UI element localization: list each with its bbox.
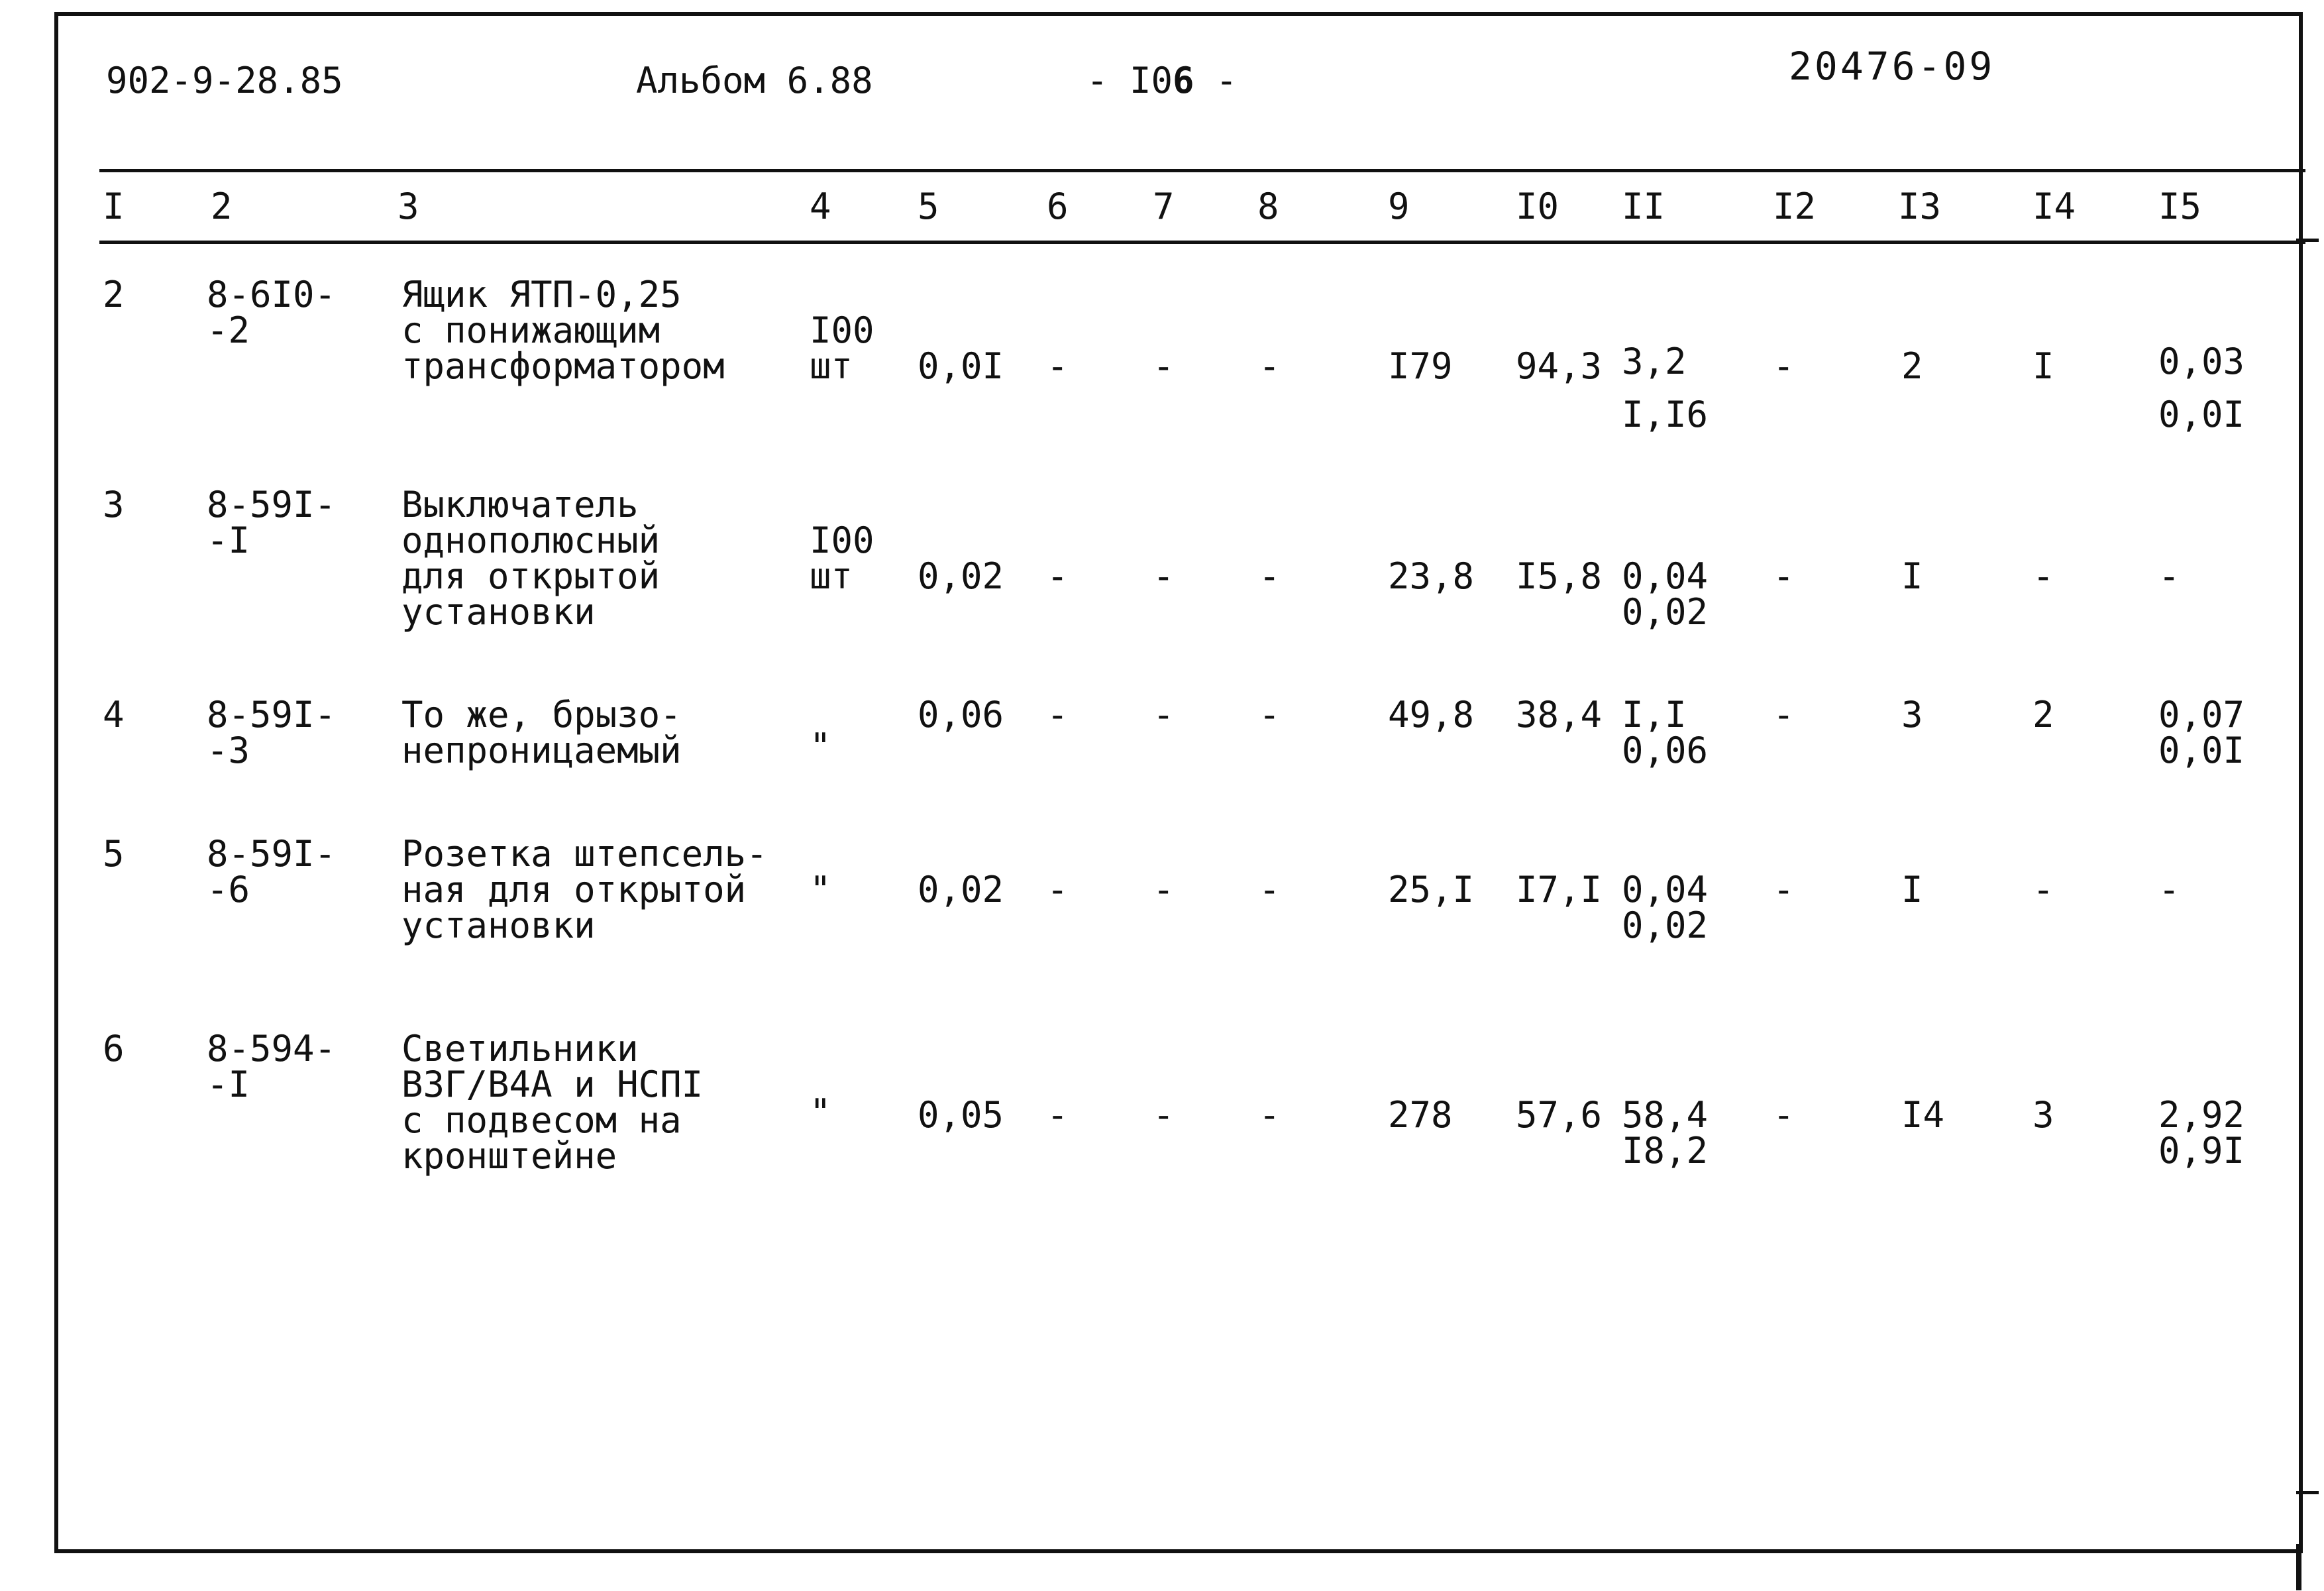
row-col9: 25,I	[1388, 869, 1475, 910]
row-col8: -	[1259, 555, 1281, 597]
col-header-9: 9	[1388, 186, 1410, 227]
row-col13: 3	[1901, 694, 1923, 736]
row-unit: I00 шт	[810, 309, 874, 387]
row-col5: 0,05	[918, 1094, 1004, 1136]
row-number: 2	[103, 274, 125, 315]
row-col6: -	[1047, 1094, 1069, 1136]
row-col13: I	[1901, 555, 1923, 597]
row-col10: I5,8	[1516, 555, 1603, 597]
row-unit: "	[810, 726, 831, 767]
row-unit: "	[810, 1091, 831, 1133]
row-number: 4	[103, 694, 125, 736]
row-col9: 49,8	[1388, 694, 1475, 736]
row-code: 8-594- -I	[207, 1028, 337, 1105]
row-col9: I79	[1388, 345, 1453, 387]
row-col9: 23,8	[1388, 555, 1475, 597]
row-col7: -	[1153, 555, 1175, 597]
row-col9: 278	[1388, 1094, 1453, 1136]
col-header-7: 7	[1153, 186, 1175, 227]
col-header-8: 8	[1257, 186, 1279, 227]
row-col11: 0,04 0,02	[1622, 869, 1709, 946]
row-col7: -	[1153, 1094, 1175, 1136]
col-header-12: I2	[1773, 186, 1817, 227]
col-header-3: 3	[397, 186, 419, 227]
row-col8: -	[1259, 1094, 1281, 1136]
row-col13: I4	[1901, 1094, 1945, 1136]
col-header-11: II	[1622, 186, 1665, 227]
row-col6: -	[1047, 555, 1069, 597]
header-rule	[99, 169, 2305, 172]
frame-edge-mark	[2296, 1544, 2301, 1590]
row-col10: 94,3	[1516, 345, 1603, 387]
page-suffix: -	[1194, 60, 1238, 101]
row-col13: I	[1901, 869, 1923, 910]
row-col14: I	[2033, 345, 2054, 387]
column-header-rule	[99, 241, 2305, 244]
col-header-14: I4	[2033, 186, 2076, 227]
row-number: 3	[103, 484, 125, 525]
row-col15: -	[2158, 869, 2180, 910]
page-number	[1086, 60, 1238, 101]
row-col12: -	[1773, 345, 1795, 387]
row-col11: 58,4 I8,2	[1622, 1094, 1709, 1172]
row-col12: -	[1773, 869, 1795, 910]
row-col14: 2	[2033, 694, 2054, 736]
row-col6: -	[1047, 869, 1069, 910]
row-col15: 2,92 0,9I	[2158, 1094, 2245, 1172]
row-col5: 0,02	[918, 555, 1004, 597]
col-header-15: I5	[2158, 186, 2202, 227]
row-number: 5	[103, 833, 125, 875]
col-header-6: 6	[1047, 186, 1069, 227]
frame-tick-bottom	[2296, 1491, 2319, 1494]
row-col7: -	[1153, 345, 1175, 387]
row-col11: 0,04 0,02	[1622, 555, 1709, 633]
col-header-5: 5	[918, 186, 939, 227]
stamp-number: 20476-09	[1789, 44, 1995, 89]
row-col14: -	[2033, 555, 2054, 597]
row-col6: -	[1047, 345, 1069, 387]
row-name: Ящик ЯТП-0,25 с понижающим трансформатором	[401, 274, 725, 387]
row-col5: 0,06	[918, 694, 1004, 736]
row-col12: -	[1773, 694, 1795, 736]
row-col5: 0,02	[918, 869, 1004, 910]
row-col14: -	[2033, 869, 2054, 910]
row-code: 8-59I- -I	[207, 484, 337, 561]
row-code: 8-59I- -6	[207, 833, 337, 910]
row-name: Светильники ВЗГ/В4А и НСПI с подвесом на кронштейне	[401, 1028, 704, 1177]
row-number: 6	[103, 1028, 125, 1070]
row-col15: 0,07 0,0I	[2158, 694, 2245, 771]
row-code: 8-59I- -3	[207, 694, 337, 771]
page-bold-digit: 6	[1173, 60, 1194, 101]
album-label: Альбом 6.88	[636, 60, 873, 101]
row-col7: -	[1153, 694, 1175, 736]
row-unit: I00 шт	[810, 520, 874, 597]
row-unit: "	[810, 869, 831, 910]
row-col14: 3	[2033, 1094, 2054, 1136]
col-header-1: I	[103, 186, 125, 227]
row-col10: 38,4	[1516, 694, 1603, 736]
col-header-13: I3	[1898, 186, 1942, 227]
col-header-2: 2	[211, 186, 233, 227]
row-name: То же, брызо- непроницаемый	[401, 694, 682, 771]
row-col8: -	[1259, 694, 1281, 736]
page-prefix: - I0	[1086, 60, 1173, 101]
row-col10: I7,I	[1516, 869, 1603, 910]
row-col12: -	[1773, 1094, 1795, 1136]
row-name: Розетка штепсель- ная для открытой установки	[401, 833, 768, 946]
row-col11: 3,2 I,I6	[1622, 341, 1709, 435]
row-col7: -	[1153, 869, 1175, 910]
row-name: Выключатель однополюсный для открытой установки	[401, 484, 660, 633]
row-col5: 0,0I	[918, 345, 1004, 387]
row-col15: -	[2158, 555, 2180, 597]
row-col8: -	[1259, 869, 1281, 910]
row-code: 8-6I0- -2	[207, 274, 337, 351]
row-col15: 0,03 0,0I	[2158, 341, 2245, 435]
row-col13: 2	[1901, 345, 1923, 387]
col-header-10: I0	[1516, 186, 1559, 227]
row-col10: 57,6	[1516, 1094, 1603, 1136]
doc-code: 902-9-28.85	[106, 60, 343, 101]
row-col11: I,I 0,06	[1622, 694, 1709, 771]
row-col6: -	[1047, 694, 1069, 736]
row-col8: -	[1259, 345, 1281, 387]
col-header-4: 4	[810, 186, 831, 227]
row-col12: -	[1773, 555, 1795, 597]
